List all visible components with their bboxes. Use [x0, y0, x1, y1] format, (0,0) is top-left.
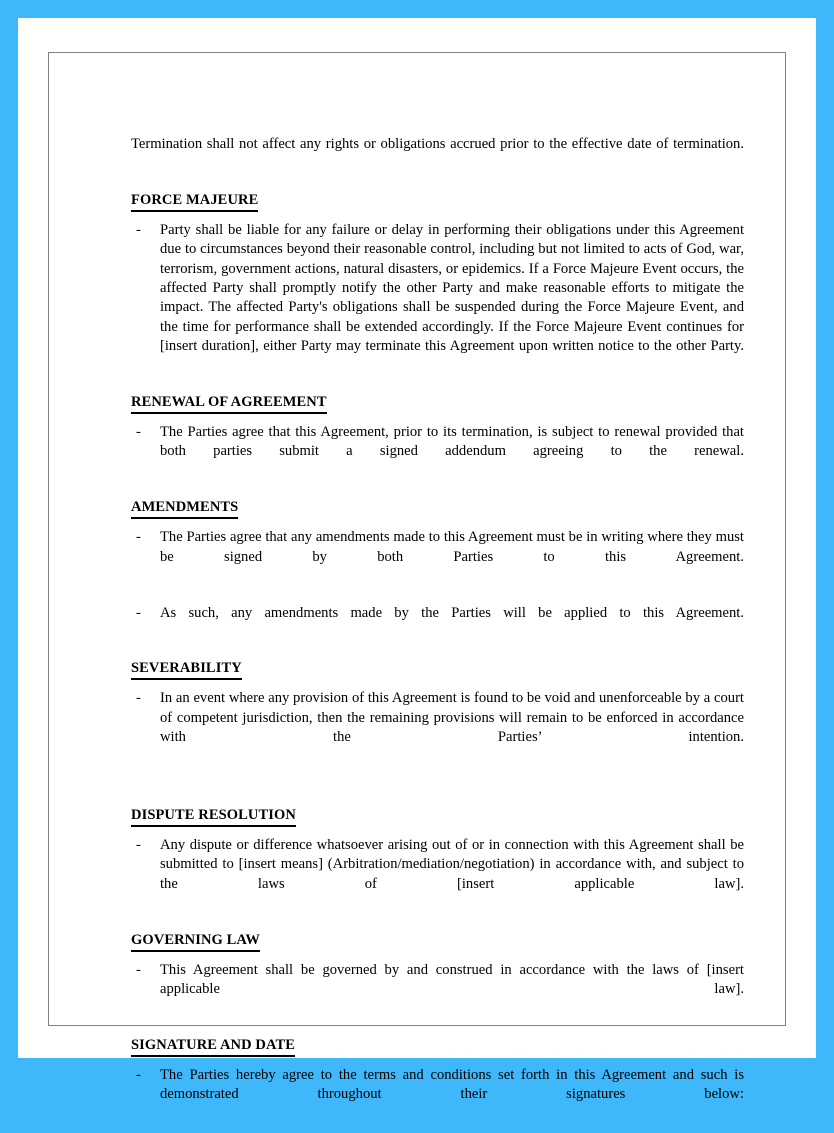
bullet-dash-icon: - — [136, 424, 141, 441]
bullet-dash-icon: - — [136, 604, 141, 621]
bullet-dash-icon: - — [136, 690, 141, 707]
clause-item — [131, 423, 744, 481]
bullet-dash-icon: - — [136, 836, 141, 853]
section-header-governing-law — [131, 931, 744, 952]
bullet-dash-icon: - — [136, 1066, 141, 1083]
clause-text: In an event where any provision of this Agreement is found to be void and unenforceable by a court of competent jurisdiction, then the remaining provisions will remain to be enforced in accordance with the Parties’ intention. — [160, 690, 744, 746]
clause-text: The Parties agree that this Agreement, prior to its termination, is subject to renewal provided that both parties submit a signed addendum agreeing to the renewal. — [160, 424, 744, 460]
section-heading-text: DISPUTE RESOLUTION — [131, 806, 296, 827]
section-heading-text: SIGNATURE AND DATE — [131, 1036, 295, 1057]
section-heading-text: RENEWAL OF AGREEMENT — [131, 393, 327, 414]
clause-text: Party shall be liable for any failure or delay in performing their obligations under this Agreement due to circumstances beyond their reasonable control, including but not limited to acts of God, war, terrorism, government actions, natural disasters, or epidemics. If a Force Majeure Event occurs, the affected Party shall promptly notify the other Party and make reasonable efforts to mitigate the impact. The affected Party's obligations shall be suspended during the Force Majeure Event, and the time for performance shall be extended accordingly. If the Force Majeure Event continues for [insert duration], either Party may terminate this Agreement upon written notice to the other Party. — [160, 221, 744, 355]
section-header-force-majeure — [131, 191, 744, 212]
clause-item — [131, 961, 744, 1019]
section-header-amendments — [131, 498, 744, 519]
page-border-frame — [48, 52, 786, 1103]
document-text-body — [131, 135, 744, 1133]
paper-sheet — [18, 18, 816, 1103]
bullet-dash-icon: - — [136, 961, 141, 978]
clause-text: The Parties agree that any amendments made to this Agreement must be in writing where they must be signed by both Parties to this Agreement. — [160, 529, 744, 565]
clause-item — [131, 604, 744, 643]
bullet-dash-icon: - — [136, 529, 141, 546]
clause-text: As such, any amendments made by the Parties will be applied to this Agreement. — [160, 604, 744, 621]
clause-text: The Parties hereby agree to the terms and conditions set forth in this Agreement and such is demonstrated throughout their signatures below: — [160, 1066, 744, 1103]
bullet-dash-icon: - — [136, 221, 141, 238]
section-heading-text: AMENDMENTS — [131, 498, 238, 519]
clause-item — [131, 689, 744, 767]
intro-paragraph: Termination shall not affect any rights or obligations accrued prior to the effective date of termination. — [131, 136, 744, 152]
clause-item — [131, 528, 744, 586]
section-header-dispute-resolution — [131, 806, 744, 827]
section-heading-text: FORCE MAJEURE — [131, 191, 258, 212]
clause-item — [131, 1066, 744, 1124]
clause-item — [131, 836, 744, 914]
clause-text: Any dispute or difference whatsoever arising out of or in connection with this Agreement shall be submitted to [insert means] (Arbitration/mediation/negotiation) in accordance with, and subject to the laws of [insert applicable law]. — [160, 836, 744, 892]
section-header-signature-and-date — [131, 1036, 744, 1057]
section-header-severability — [131, 659, 744, 680]
section-heading-text: SEVERABILITY — [131, 659, 242, 680]
section-heading-text: GOVERNING LAW — [131, 931, 260, 952]
section-header-renewal-of-agreement — [131, 393, 744, 414]
clause-text: This Agreement shall be governed by and construed in accordance with the laws of [insert applicable law]. — [160, 961, 744, 997]
clause-item — [131, 221, 744, 376]
